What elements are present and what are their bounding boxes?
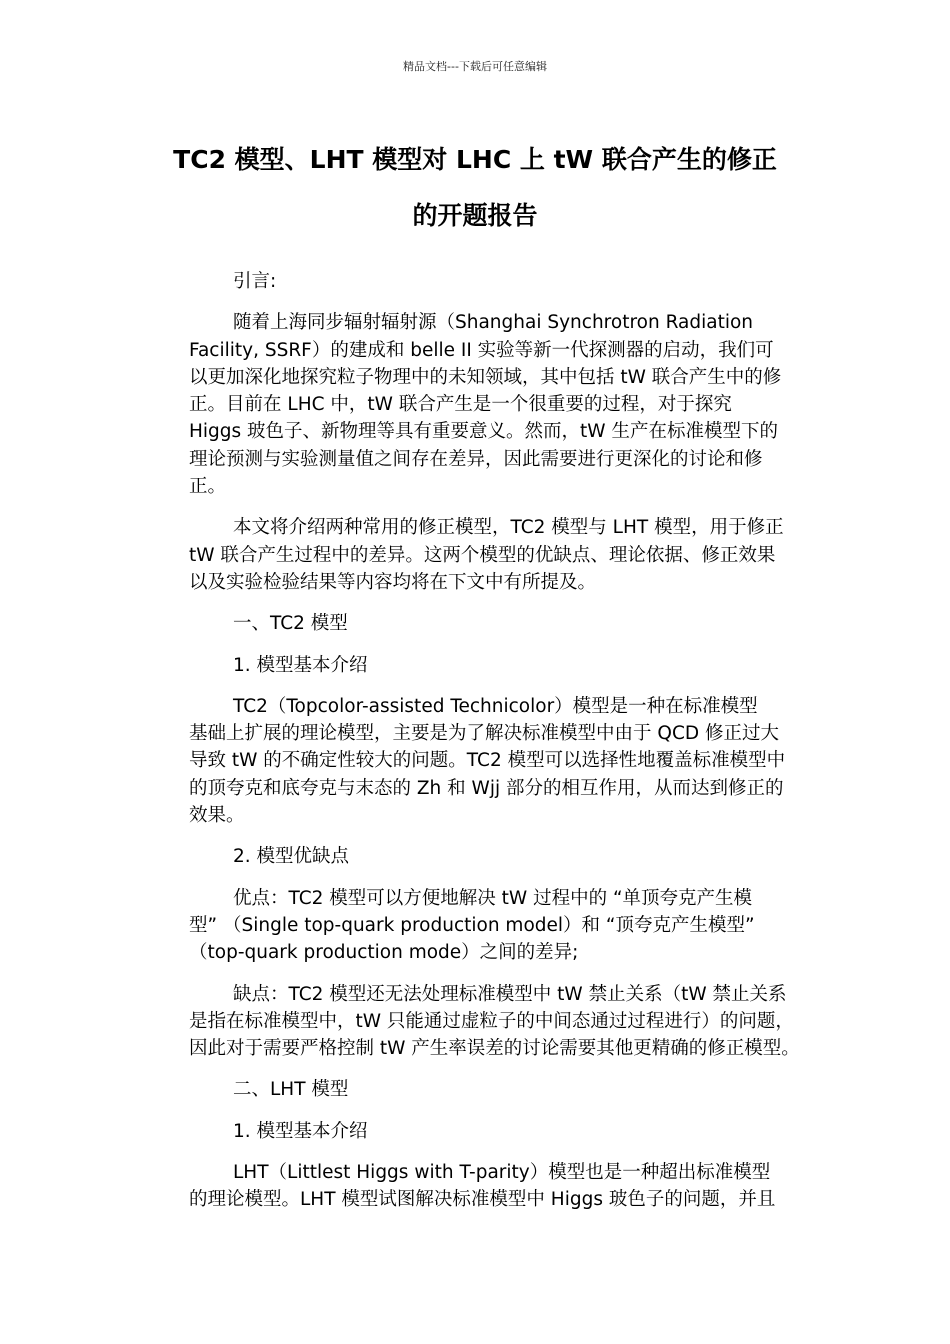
text-line: 二、LHT 模型 <box>233 1079 349 1101</box>
text-line: 因此对于需要严格控制 tW 产生率误差的讨论需要其他更精确的修正模型。 <box>189 1038 800 1060</box>
section-heading-lht <box>145 1076 815 1103</box>
text-line: 导致 tW 的不确定性较大的问题。TC2 模型可以选择性地覆盖标准模型中 <box>189 750 786 772</box>
text-line: 以及实验检验结果等内容均将在下文中有所提及。 <box>189 571 597 593</box>
header-note: 精品文档---下载后可任意编辑 <box>403 60 547 73</box>
text-line: 本文将介绍两种常用的修正模型，TC2 模型与 LHT 模型，用于修正 <box>233 517 784 539</box>
text-line: Facility, SSRF）的建成和 belle II 实验等新一代探测器的启动，我们可 <box>189 339 774 361</box>
text-line: 随着上海同步辐射辐射源（Shanghai Synchrotron Radiation <box>233 312 754 334</box>
document-title <box>130 132 820 244</box>
text-line: 的理论模型。LHT 模型试图解决标准模型中 Higgs 玻色子的问题，并且 <box>189 1189 776 1211</box>
text-line: 优点：TC2 模型可以方便地解决 tW 过程中的 “单顶夸克产生模 <box>233 887 753 909</box>
paragraph-tc2-cons <box>145 981 815 1063</box>
text-line: （top-quark production mode）之间的差异; <box>189 942 579 964</box>
paragraph-tc2-intro <box>145 693 815 829</box>
text-line: 一、TC2 模型 <box>233 613 348 635</box>
document-body <box>145 268 815 1228</box>
text-line: 的顶夸克和底夸克与末态的 Zh 和 Wjj 部分的相互作用，从而达到修正的 <box>189 777 784 799</box>
text-line: 效果。 <box>189 805 245 827</box>
section-heading-tc2 <box>145 610 815 637</box>
text-line: 2. 模型优缺点 <box>233 846 350 868</box>
section-intro-label <box>145 268 815 295</box>
subheading-tc2-pros-cons <box>145 843 815 870</box>
text-line: 缺点：TC2 模型还无法处理标准模型中 tW 禁止关系（tW 禁止关系 <box>233 983 787 1005</box>
text-line: 是指在标准模型中，tW 只能通过虚粒子的中间态通过过程进行）的问题， <box>189 1010 794 1032</box>
text-line: 基础上扩展的理论模型，主要是为了解决标准模型中由于 QCD 修正过大 <box>189 723 779 745</box>
text-line: 正。目前在 LHC 中，tW 联合产生是一个很重要的过程，对于探究 <box>189 394 732 416</box>
paragraph-tc2-pros <box>145 885 815 967</box>
paragraph-lht-intro <box>145 1159 815 1214</box>
text-line: 1. 模型基本介绍 <box>233 654 368 676</box>
text-line: 引言: <box>233 271 277 292</box>
subheading-lht-intro <box>145 1118 815 1145</box>
title-line-2: 的开题报告 <box>412 201 538 230</box>
text-line: Higgs 玻色子、新物理等具有重要意义。然而，tW 生产在标准模型下的 <box>189 421 778 443</box>
text-line: TC2（Topcolor-assisted Technicolor）模型是一种在标准模型 <box>233 695 758 717</box>
text-line: LHT（Littlest Higgs with T-parity）模型也是一种超出标准模型 <box>233 1162 771 1184</box>
text-line: 正。 <box>189 476 227 498</box>
text-line: tW 联合产生过程中的差异。这两个模型的优缺点、理论依据、修正效果 <box>189 544 776 566</box>
title-line-1: TC2 模型、LHT 模型对 LHC 上 tW 联合产生的修正 <box>173 145 777 174</box>
paragraph-intro <box>145 309 815 500</box>
text-line: 理论预测与实验测量值之间存在差异，因此需要进行更深化的讨论和修 <box>189 448 763 470</box>
paragraph-overview <box>145 514 815 596</box>
subheading-tc2-intro <box>145 652 815 679</box>
text-line: 型” （Single top-quark production model）和 “顶夸克产生模型” <box>189 914 755 936</box>
text-line: 以更加深化地探究粒子物理中的未知领域，其中包括 tW 联合产生中的修 <box>189 366 782 388</box>
text-line: 1. 模型基本介绍 <box>233 1120 368 1142</box>
